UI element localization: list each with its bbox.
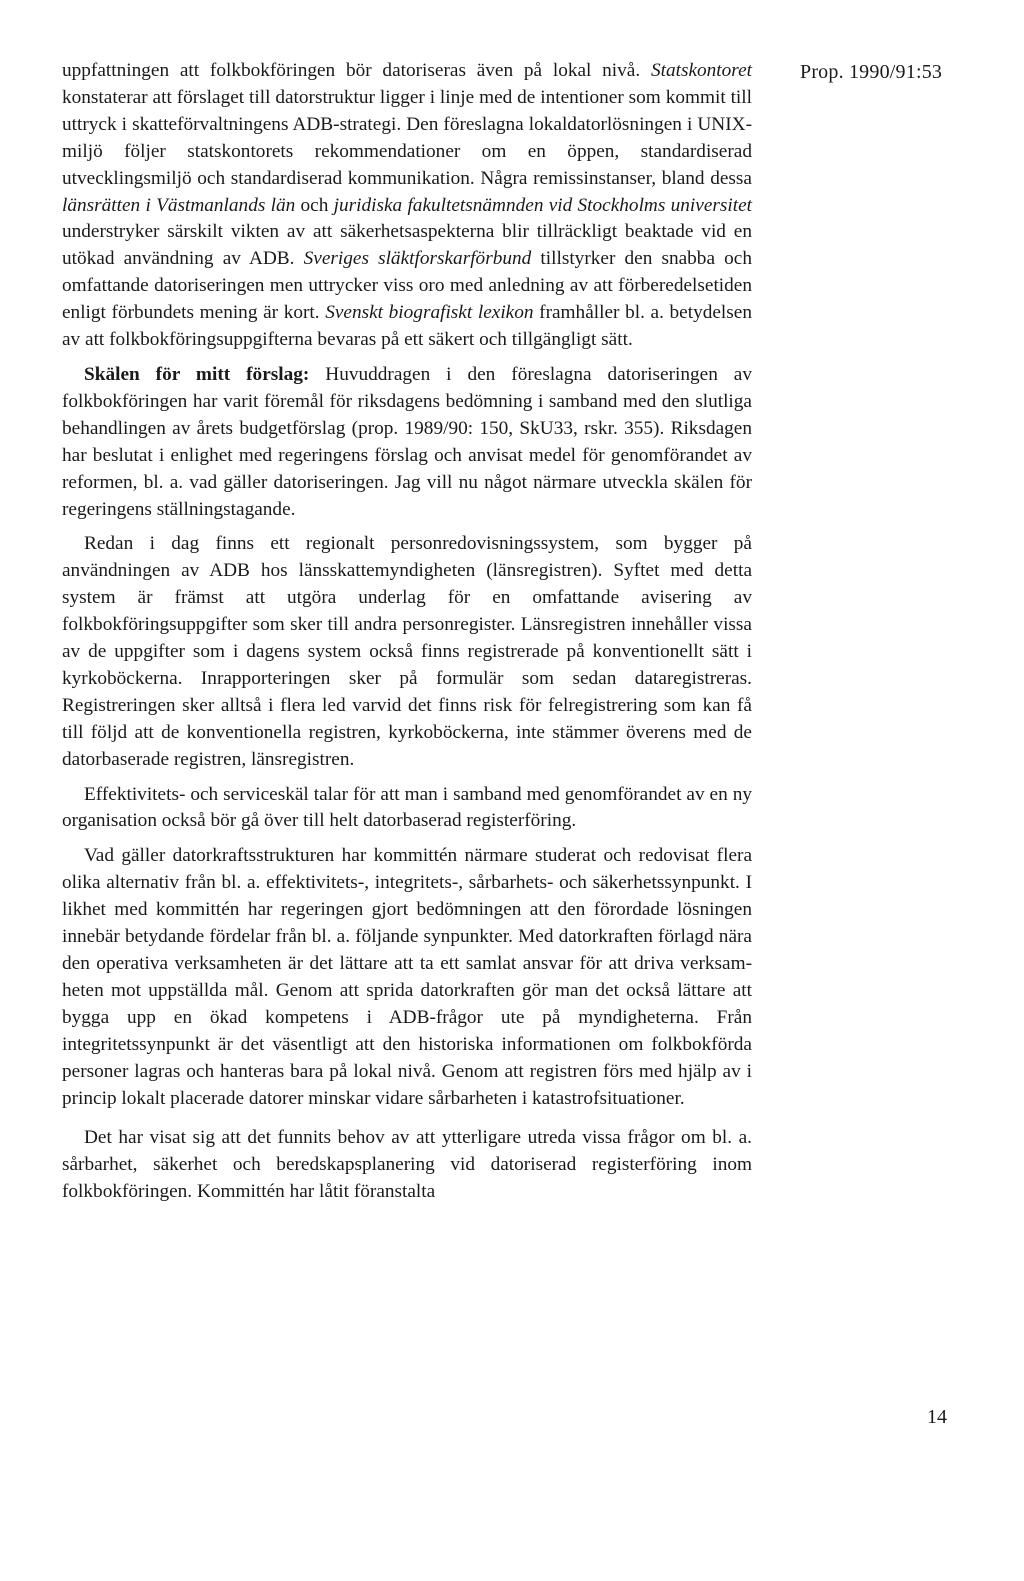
text-run: uppfattningen att folkbokföringen bör datoriseras även på lokal nivå. — [62, 60, 651, 81]
paragraph-remiss-opinions — [62, 58, 752, 354]
organization-name: Sveriges släktforskarförbund — [303, 248, 532, 270]
paragraph-computer-structure: Vad gäller datorkraftsstrukturen har kommittén närmare studerat och redovisat flera olika alternativ från bl. a. effektivitets-, integritets-, sårbarhets- och säkerhetssynpunkt. I likhet med kommittén har regeringen gjort bedömningen att den förordade lösningen innebär betydande fördelar från bl. a. följande synpunkter. Med datorkraften förlagd nära den operativa verksamheten är det lättare att ta ett samlat ansvar för att driva verksamheten mot uppställda mål. Genom att sprida datorkraften gör man det också lättare att bygga upp en ökad kompetens i ADB-frågor ute på myndigheterna. Från integritetssynpunkt är det väsentligt att den historiska informationen om folkbokförda personer lagras och hanteras bara på lokal nivå. Genom att registren förs med hjälp av i princip lokalt placerade datorer minskar vidare sårbarheten i katastrofsituationer. — [62, 845, 752, 1109]
paragraph-regional-system: Redan i dag finns ett regionalt personredovisningssystem, som bygger på användningen av ADB hos länsskattemyndigheten (länsregistren). Syftet med detta system är främst att utgöra underlag för en omfattande avisering av folkbokföringsuppgifter som sker till andra personregister. Länsregistren innehåller vissa av de uppgifter som i dagens system också finns registrerade på konventionellt sätt i kyrkoböckerna. Inrapporteringen sker på formulär som sedan dataregistreras. Registreringen sker alltså i flera led varvid det finns risk för felregistrering som kan få till följd att de konventionella registren, kyrkoböckerna, inte stämmer överens med de datorbaserade registren, länsregistren. — [62, 533, 752, 770]
text-run: understryker särskilt vikten av att säkerhetsaspekterna blir tillräckligt beaktade vid en utökad användning av ADB. — [62, 221, 752, 270]
paragraph-efficiency: Effektivitets- och serviceskäl talar för att man i samband med genomförandet av en ny organisation också bör gå över till helt datorbaserad registerföring. — [62, 783, 752, 832]
body-text — [62, 58, 752, 1206]
organization-name: Svenskt biografiskt lexikon — [325, 302, 534, 324]
organization-name: länsrätten i Västmanlands län — [62, 194, 296, 216]
paragraph-reasons — [62, 362, 752, 523]
text-run: och — [295, 194, 334, 216]
page-number: 14 — [927, 1406, 947, 1428]
organization-name: Statskontoret — [650, 60, 752, 81]
text-run: Huvuddragen i den föreslagna datoriseringen av folkbokföringen har varit föremål för riksdagens bedömning i samband med den slutliga behandlingen av årets budgetförslag (prop. 1989/90: 150, SkU33, rskr. 355). Riksdagen har beslutat i enlighet med regeringens förslag och anvisat medel för genomförandet av reformen, bl. a. vad gäller datoriseringen. Jag vill nu något närmare utveckla skälen för regeringens ställningstagande. — [62, 363, 752, 520]
text-run: framhåller bl. a. betydelsen av att folkbokföringsuppgifterna bevaras på ett säkert och tillgängligt sätt. — [62, 302, 752, 351]
proposition-reference: Prop. 1990/91:53 — [800, 61, 943, 83]
organization-name: juridiska fakultetsnämnden vid Stockholms universitet — [333, 194, 753, 216]
paragraph-further-investigation: Det har visat sig att det funnits behov av att ytterligare utreda vissa frågor om bl. a. sårbarhet, säkerhet och beredskapsplanering vid datoriserad registerföring inom folkbokföringen. Kommittén har låtit föranstalta — [62, 1127, 752, 1203]
text-run: konstaterar att förslaget till datorstruktur ligger i linje med de intentioner som kommit till uttryck i skatteförvaltningens ADB-strategi. Den föreslagna lokaldatorlösningen i UNIX-miljö följer statskontorets rekommendationer om en öppen, standardiserad utvecklingsmiljö och standardiserad kommunikation. Några remissinstanser, bland dessa — [62, 86, 752, 189]
section-lead-heading: Skälen för mitt förslag: — [84, 363, 310, 385]
text-run: tillstyrker den snabba och omfattande datoriseringen men uttrycker viss oro med anledning av att förberedelsetiden enligt förbundets mening är kort. — [62, 248, 752, 324]
